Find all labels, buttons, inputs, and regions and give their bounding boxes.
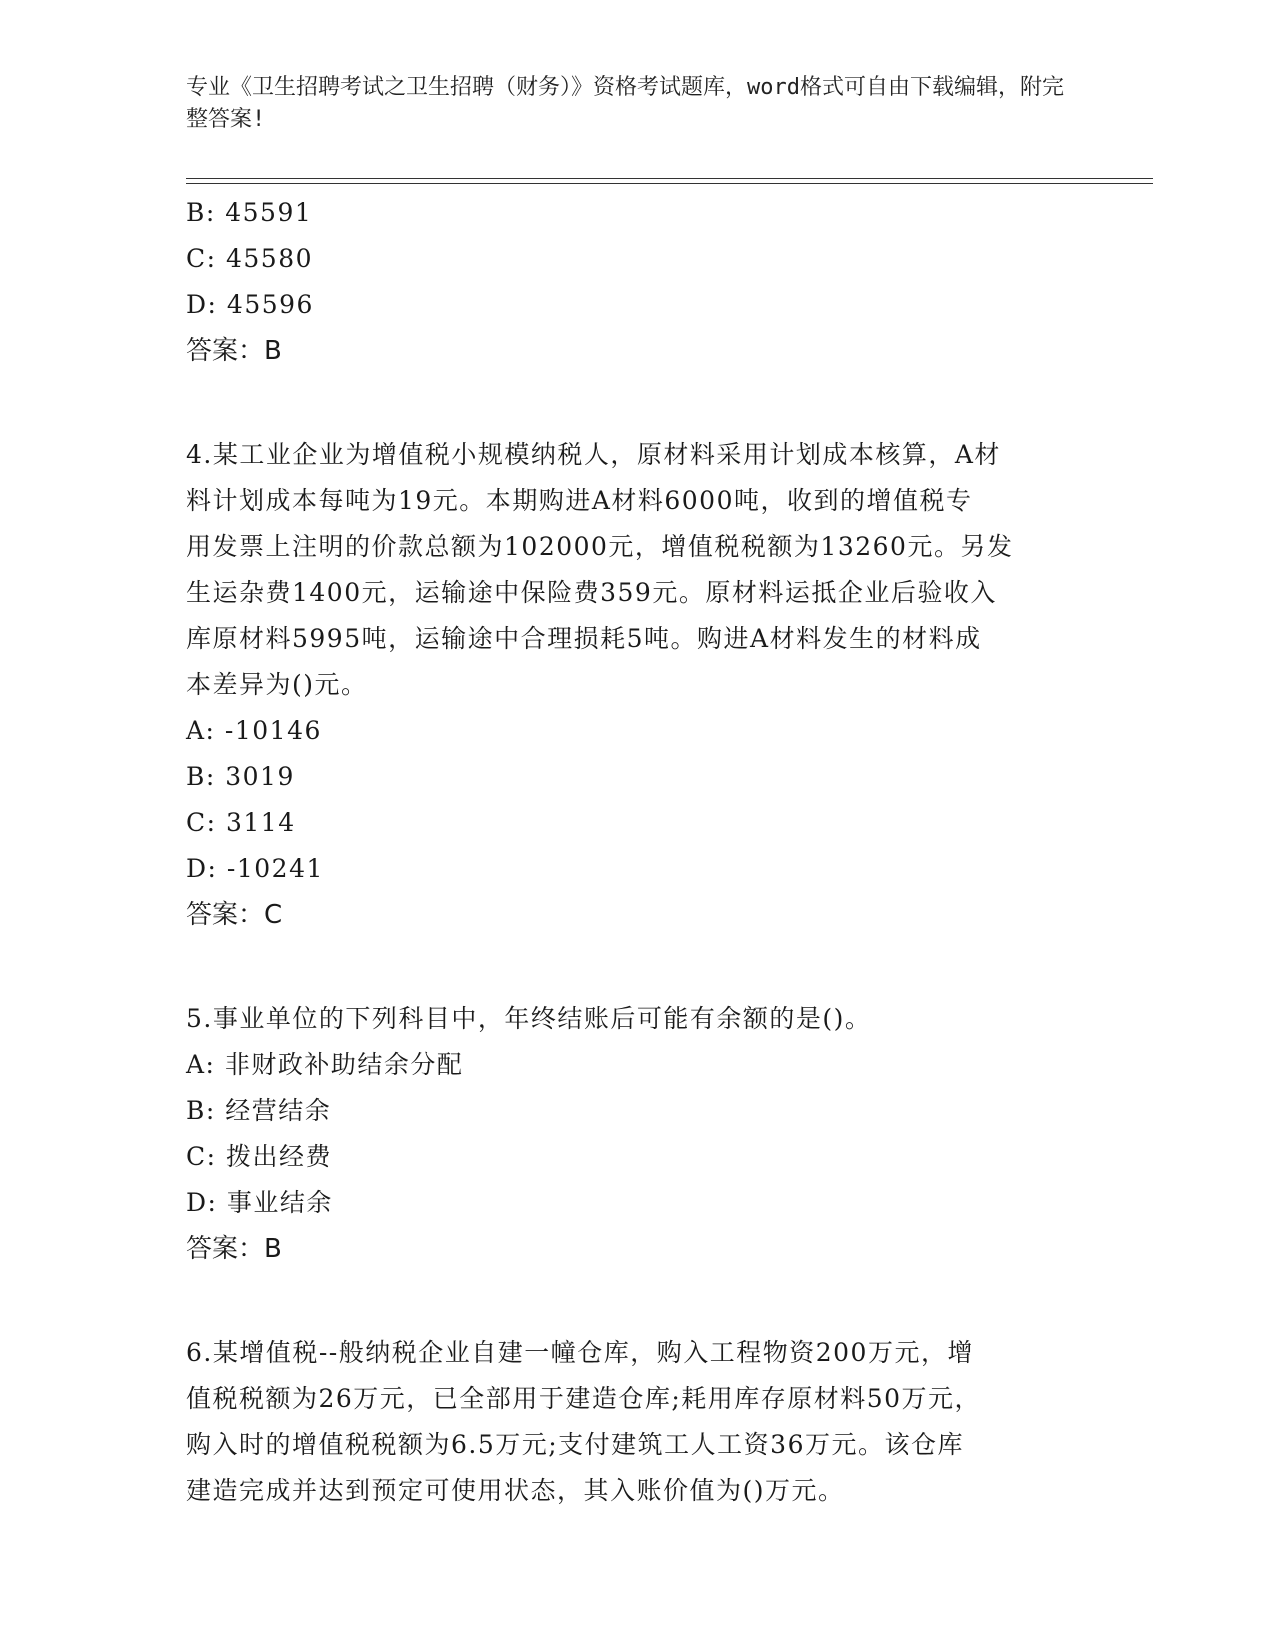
option-c: C: 3114 xyxy=(186,808,296,837)
question-4-answer: 答案：C xyxy=(186,900,283,930)
question-text-line: 生运杂费1400元，运输途中保险费359元。原材料运抵企业后验收入 xyxy=(186,578,997,607)
option-d: D: 45596 xyxy=(186,290,314,319)
question-3-options xyxy=(186,190,1086,328)
question-5-answer: 答案：B xyxy=(186,1234,282,1264)
option-b: B: 3019 xyxy=(186,762,295,791)
header-divider-bottom xyxy=(186,183,1153,184)
question-text-line: 值税税额为26万元，已全部用于建造仓库;耗用库存原材料50万元， xyxy=(186,1384,982,1413)
option-d: D: 事业结余 xyxy=(186,1188,333,1217)
option-a: A: -10146 xyxy=(186,716,322,745)
question-6 xyxy=(186,1330,1086,1514)
option-d: D: -10241 xyxy=(186,854,324,883)
question-text-line: 建造完成并达到预定可使用状态，其入账价值为()万元。 xyxy=(186,1476,845,1505)
question-text-line: 料计划成本每吨为19元。本期购进A材料6000吨，收到的增值税专 xyxy=(186,486,973,515)
option-c: C: 45580 xyxy=(186,244,314,273)
option-b: B: 45591 xyxy=(186,198,313,227)
option-b: B: 经营结余 xyxy=(186,1096,332,1125)
option-a: A: 非财政补助结余分配 xyxy=(186,1050,464,1079)
header-divider-top xyxy=(186,178,1153,179)
option-c: C: 拨出经费 xyxy=(186,1142,332,1171)
document-header: 专业《卫生招聘考试之卫生招聘（财务）》资格考试题库，word格式可自由下载编辑，附完整答案! xyxy=(186,75,1064,132)
document-body xyxy=(186,190,1086,1514)
question-4 xyxy=(186,432,1086,938)
question-text-line: 6.某增值税--般纳税企业自建一幢仓库，购入工程物资200万元，增 xyxy=(186,1338,974,1367)
question-text-line: 库原材料5995吨，运输途中合理损耗5吨。购进A材料发生的材料成 xyxy=(186,624,982,653)
question-text-line: 4.某工业企业为增值税小规模纳税人，原材料采用计划成本核算，A材 xyxy=(186,440,1001,469)
question-text-line: 本差异为()元。 xyxy=(186,670,368,699)
question-text: 5.事业单位的下列科目中，年终结账后可能有余额的是()。 xyxy=(186,1004,872,1033)
question-text-line: 购入时的增值税税额为6.5万元;支付建筑工人工资36万元。该仓库 xyxy=(186,1430,964,1459)
question-text-line: 用发票上注明的价款总额为102000元，增值税税额为13260元。另发 xyxy=(186,532,1014,561)
question-3-answer: 答案：B xyxy=(186,336,282,366)
question-5 xyxy=(186,996,1086,1272)
